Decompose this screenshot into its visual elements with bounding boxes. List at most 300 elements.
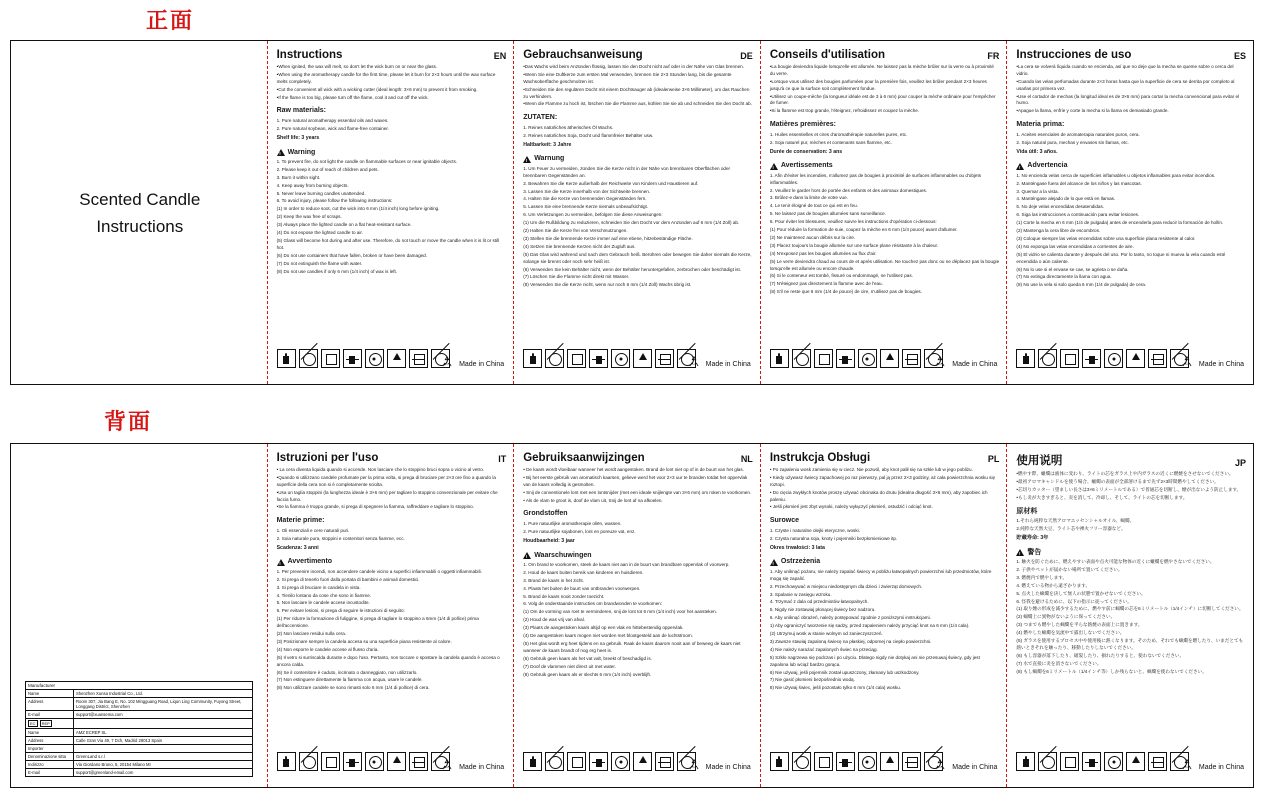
- made-in-label: Made in China: [705, 361, 751, 368]
- instruction-body: [1016, 471, 1246, 676]
- warning-line: 1. Aby uniknąć pożaru, nie należy zapalać świecy w pobliżu łatwopalnych powierzchni lub przedmiotów, które mogą się zapalić.: [769, 568, 992, 581]
- burn-within-sight-icon: [611, 752, 630, 771]
- shelf-life: Vida útil: 3 años.: [1016, 148, 1058, 155]
- warning-line: 2. Przechowywać w miejscu niedostępnym dla dzieci i zwierząt domowych.: [769, 583, 923, 589]
- warning-line: 1. Per prevenire incendi, non accendere candele vicino a superfici infiammabili o oggetti infiammabili.: [276, 568, 482, 574]
- warning-line: (6) No lo use si el envase se cae, se agrieta o se daña.: [1016, 266, 1129, 272]
- warning-line: 2. Bewahren Sie die Kerze außerhalb der Reichweite von Kindern und Haustieren auf.: [523, 180, 699, 186]
- keep-away-children-icon: [814, 349, 833, 368]
- warning-line: (2) Halten Sie die Kerze frei von Verschmutzungen.: [523, 228, 628, 234]
- warning-triangle-icon: [277, 149, 285, 156]
- field-key: Denominazione sitta: [26, 753, 74, 760]
- intro-line: •Utilisez un coupe-mèche (la longueur idéale est de 3 à 6 mm) pour couper la mèche ordinaire pour l'empêcher de fumer.: [769, 93, 996, 106]
- shelf-life: Okres trwałości: 3 lata: [769, 544, 825, 551]
- raw-materials-heading: Grondstoffen: [523, 510, 568, 518]
- intro-line: •When ignited, the wax will melt, so don't let the wick burn on or near the glass.: [276, 64, 438, 69]
- intro-line: •燃やす際、蠟燭は液体に変わり、ライトの芯をガラス上や内ガラスの近くに燃焼をさせないでください。: [1016, 471, 1234, 476]
- intro-line: •La bougie deviendra liquide lorsqu'elle est allumée. Ne laissez pas la mèche brûler sur la verre ou à proximité du verre.: [769, 64, 994, 76]
- made-in-label: Made in China: [705, 764, 751, 771]
- warning-line: 3) Zawsze stawiaj zapaloną świecę na płaskiej, odpornej na ciepło powierzchni.: [769, 638, 932, 644]
- warning-line: (7) Non estinguere direttamente la fiamma con acqua, usare le candele.: [276, 677, 423, 683]
- warning-line: (4) 燃やした蝋燭を気流中で露出しないでください。: [1016, 630, 1125, 636]
- warning-line: (5) Das Glas wird während und nach dem Gebrauch heiß. Berühren oder bewegen Sie daher niemals die Kerze, solange sie brennt oder noch sehr heiß ist.: [523, 251, 752, 264]
- language-heading: [1016, 452, 1246, 468]
- raw-materials-heading: Materia prima:: [1016, 121, 1065, 129]
- warning-heading: [770, 557, 1000, 568]
- made-in-label: Made in China: [1198, 361, 1245, 368]
- made-in-label: Made in China: [952, 764, 998, 771]
- never-leave-unattended-icon: [1082, 752, 1101, 771]
- raw-material-line: 2. Soja natural pura, mechas y envases sin llamas, etc.: [1016, 139, 1129, 145]
- warning-line: 6. Pour éviter les blessures, veuillez suivre les instructions d'opération ci-dessous:: [769, 219, 937, 225]
- recycle-icon: [933, 758, 947, 777]
- manufacturer-row: [26, 711, 252, 719]
- no-draft-icon: [1038, 752, 1057, 771]
- warning-line: 2. Veuillez le garder hors de portée des enfants et des animaux domestiques.: [769, 187, 928, 193]
- warning-line: (8) No use la vela si solo queda 6 mm (1/4 de pulgada) de cera.: [1016, 282, 1147, 288]
- intro-line: •When using the aromatherapy candle for the first time, please let it burn for 2×3 hours until the wax surface melts completely.: [276, 71, 496, 84]
- warning-line: (8) Gebruik geen kaars als er slechts 6 mm (1/4 inch) overblijft.: [523, 671, 652, 677]
- flammable-warning-icon: [387, 752, 406, 771]
- warning-line: (3) Plaats de aangestoken kaars altijd op een vlak en hittebestendig oppervlak.: [523, 625, 684, 631]
- field-value: support@greenland-email.com: [76, 770, 134, 775]
- front-sheet: [10, 40, 1254, 385]
- flammable-warning-icon: [880, 752, 899, 771]
- raw-materials-heading: Matières premières:: [769, 121, 836, 129]
- warning-line: 3. Brûlez-e dans la limite de votre vue.: [769, 195, 848, 201]
- warning-triangle-icon: [770, 559, 778, 566]
- warning-line: 1) Aby ograniczyć tworzenie się sadzy, przed zapaleniem należy przyciąć knot na 6 mm (1/4 cala).: [769, 623, 970, 629]
- importer-heading: Importer: [26, 745, 74, 752]
- warning-heading-label: 警告: [1027, 548, 1042, 556]
- field-value: Calle Gran Via 49, 7 Dch, Madrid 28013 Spain: [76, 738, 163, 743]
- warning-line: (7) Löschen Sie die Flamme nicht direkt mit Wasser.: [523, 274, 630, 280]
- language-title: Conseils d'utilisation: [769, 49, 886, 61]
- warning-line: 1. No encienda velas cerca de superficies inflamables u objetos inflamables para evitar incendios.: [1016, 172, 1216, 178]
- intro-line: • Po zapaleniu wosk zamienia się w ciecz. Nie pozwól, aby knot palił się na szkle lub w jego pobliżu.: [769, 467, 973, 472]
- warning-heading-label: Waarschuwingen: [534, 551, 592, 559]
- warning-heading: [523, 154, 753, 165]
- keep-away-children-icon: [1060, 752, 1079, 771]
- flammable-warning-icon: [1126, 349, 1145, 368]
- language-title: 使用说明: [1016, 455, 1063, 467]
- warning-line: 4. 燃えている物から遠ざかります。: [1016, 582, 1091, 588]
- language-title: Gebruiksaanwijzingen: [523, 452, 645, 464]
- shelf-life: 貯蔵寿命: 3年: [1016, 534, 1049, 541]
- language-heading: [1016, 49, 1246, 61]
- candle-trim-wick-icon: [277, 752, 296, 771]
- pictogram-row: [277, 752, 450, 771]
- warning-line: (6) Verwenden Sie kein Behälter nicht, wenn der Behälter heruntergefallen, zerbrochen oder beschädigt ist.: [523, 266, 742, 272]
- warning-line: 4. Plaats het buiten de buurt van ontbranden voorwerpen.: [523, 585, 641, 591]
- warning-line: (4) Non esporre le candele accese al flusso d'aria.: [276, 646, 379, 652]
- warning-line: (8) Non utilizzare candele se sono rimasti solo 6 mm (1/4 di pollice) di cera.: [276, 685, 430, 691]
- no-draft-icon: [299, 752, 318, 771]
- pictogram-row: [523, 349, 696, 368]
- flammable-warning-icon: [1126, 752, 1145, 771]
- intro-line: • Bij het eerste gebruik van aromatisch kaarsen, gelieve werd het voor 2×3 uur te branden totdat het oppervlak van de kaars volledig is gesmolten.: [523, 474, 748, 487]
- warning-line: (5) Le verre deviendra chaud au cours de et après utilisation. Ne touchez pas donc ou ne déplacez pas la bougie lorsqu'elle est allumée ou encore chaude.: [769, 258, 1000, 271]
- warning-line: 6. Siga las instrucciones a continuación para evitar lesiones.: [1016, 212, 1140, 218]
- raw-material-line: 1. Reines natürliches ätherisches Öl Wachs.: [523, 124, 614, 130]
- intro-line: • De kaars wordt vloeibaar wanneer het wordt aangestoken. Brand de lont niet op of in de buurt van het glas.: [523, 467, 744, 472]
- keep-away-children-icon: [814, 752, 833, 771]
- language-section-it: [267, 444, 514, 787]
- warning-line: 6. To avoid injury, please follow the following instructions:: [276, 198, 393, 204]
- field-key: Address: [26, 737, 74, 744]
- instruction-body: [277, 64, 507, 275]
- warning-line: 2. Please keep it out of reach of children and pets.: [276, 166, 379, 172]
- raw-material-line: 1. Pure natural aromatherapy essential oils and waxes.: [276, 117, 389, 123]
- raw-material-line: 1. Huiles essentielles et cires d'aromathérapie naturelles pures, etc.: [769, 131, 908, 137]
- warning-line: 4. Keep away from burning objects.: [276, 182, 349, 188]
- warning-line: 3. Lassen Sie die Kerze innerhalb von der Sichtweite brennen.: [523, 188, 651, 194]
- raw-material-line: 1. Czyste i naturalne olejki eteryczne, woski.: [769, 527, 860, 533]
- front-side-label: 正面: [146, 9, 195, 34]
- footer: [687, 355, 751, 374]
- warning-heading-label: Warnung: [534, 155, 565, 163]
- warning-line: (7) Doof de vlammen niet direct uit met water.: [523, 663, 616, 669]
- language-heading: [277, 452, 507, 464]
- burn-within-sight-icon: [858, 349, 877, 368]
- burn-within-sight-icon: [365, 349, 384, 368]
- manufacturer-row: [26, 698, 252, 711]
- footer: [933, 355, 997, 374]
- candle-trim-wick-icon: [770, 752, 789, 771]
- burn-within-sight-icon: [611, 349, 630, 368]
- language-section-nl: [513, 444, 760, 787]
- cover-panel: [11, 41, 267, 384]
- language-title: Instrucciones de uso: [1016, 49, 1132, 61]
- warning-line: 3. 燃焼内で燃やします。: [1016, 574, 1068, 580]
- warning-line: 5. Lassen Sie eine brennende Kerze niemals unbeaufsichtigt.: [523, 204, 649, 210]
- warning-line: 6. 怪我を避けるために、以下の指示に従ってください。: [1016, 598, 1132, 604]
- warning-line: (5) Il vetro si surriscalda durante e dopo l'uso. Pertanto, non toccare o spostare la candela quando è accesa o ancora calda.: [276, 654, 500, 667]
- raw-material-line: 1. Pure natuurlijke aromatherapie oliën, wassen.: [523, 520, 622, 526]
- warning-line: (7) 水で直接に炎を消さないでください。: [1016, 660, 1102, 666]
- language-section-es: [1006, 41, 1253, 384]
- warning-line: 2. Houd de kaars buiten bereik van kinderen en huisdieren.: [523, 569, 644, 575]
- footer: [687, 758, 751, 777]
- warning-line: 1. Om brand te voorkomen, steek de kaars niet aan in de buurt van brandbare oppervlak of voorwerp.: [523, 562, 730, 568]
- language-section-de: [513, 41, 760, 384]
- language-section-en: [267, 41, 514, 384]
- language-code: JP: [1235, 458, 1247, 468]
- warning-line: (3) Stellen Sie die brennende Kerze immer auf eine ebene, hitzebeständige Fläche.: [523, 235, 693, 241]
- keep-away-children-icon: [1060, 349, 1079, 368]
- pictogram-row: [770, 349, 943, 368]
- made-in-label: Made in China: [1198, 764, 1245, 771]
- warning-line: (1) Per ridurre la formazione di fuliggine, si prega di tagliare lo stoppino a 6mm (1/4 di pollice) prima dell'accensione.: [276, 616, 479, 629]
- language-heading: [523, 49, 753, 61]
- warning-line: (7) Do not extinguish the flame with water.: [276, 260, 363, 266]
- language-code: DE: [740, 51, 753, 61]
- no-draft-icon: [792, 349, 811, 368]
- warning-line: (2) Non lasciare residui sulla cera.: [276, 631, 347, 637]
- warning-line: 2. Si prega di tenerlo fuori dalla portata di bambini e animali domestici.: [276, 576, 420, 582]
- heat-resistant-surface-icon: [902, 752, 921, 771]
- flammable-warning-icon: [880, 349, 899, 368]
- warning-line: (1) In order to reduce soot, cut the wick into 6 mm (1/4 inch) long before igniting.: [276, 206, 440, 212]
- recycle-icon: [1180, 355, 1194, 374]
- no-draft-icon: [545, 349, 564, 368]
- cover-title-line1: Scented Candle: [79, 190, 201, 210]
- warning-line: (5) El vidrio se calienta durante y después del uso. Por lo tanto, no toque ni mueva la vela cuando esté encendida o aún caliente.: [1016, 251, 1226, 264]
- intro-line: •芯切りカッター（望ましい長さは3×6ミリメートルである）で普通芯を切断し、煙が出ないよう防止します。: [1016, 486, 1242, 492]
- pictogram-row: [523, 752, 696, 771]
- burn-within-sight-icon: [1104, 752, 1123, 771]
- language-code: NL: [740, 454, 753, 464]
- field-value: Room 307, Jia Bang E, No. 102 Mingguang Road, Liqun Ling Community, Fuyong Street, Longgang District, Shenzhen: [76, 699, 242, 709]
- warning-line: (4) De aangestoken kaars mogen niet worden met blootgesteld aan de luchtstroom.: [523, 633, 694, 639]
- intro-line: •Cut the convenient all wick with a wicking cutter (ideal length: 3×6 mm) to prevent it from smoking.: [276, 86, 478, 92]
- warning-line: (6) Si le conteneur est tombé, fissuré ou endommagé, ne l'utilisez pas.: [769, 273, 913, 279]
- raw-material-line: 2. Soja naturel pur, mèches et contenants sans flamme, etc.: [769, 139, 892, 145]
- no-draft-icon: [792, 752, 811, 771]
- warning-heading-label: Avertissements: [780, 162, 833, 170]
- warning-line: 3. Quemar a la vista.: [1016, 188, 1059, 194]
- language-code: ES: [1234, 51, 1247, 61]
- keep-away-children-icon: [321, 752, 340, 771]
- shelf-life: Scadenza: 3 anni: [276, 544, 319, 551]
- warning-line: 6. Aby uniknąć obrażeń, należy postępować zgodnie z poniższymi instrukcjami.: [769, 615, 931, 621]
- field-value: Via Giordano Bruno, 5, 20154 Milano MI: [76, 762, 151, 767]
- shelf-life: Durée de conservation: 3 ans: [769, 148, 843, 155]
- recycle-icon: [687, 758, 701, 777]
- warning-line: (4) Setzen Sie brennende Kerzen nicht der Zugluft aus.: [523, 243, 636, 249]
- manufacturer-info-box: [25, 681, 253, 777]
- warning-line: 3. Si prega di bruciare in candela in vista.: [276, 584, 361, 590]
- ec-badge: EC: [30, 721, 36, 726]
- intro-line: • Do cięcia zwykłych knotów proszę używać obcinaka do drutu (idealna długość 3×6 mm), aby zapobiec ich paleniu.: [769, 489, 988, 502]
- eu-rep-badges: [26, 719, 74, 728]
- eu-rep-badges-row: [26, 719, 252, 729]
- footer: [440, 355, 504, 374]
- instruction-body: [523, 467, 753, 678]
- pictogram-row: [1016, 752, 1189, 771]
- warning-heading: [277, 148, 507, 159]
- warning-heading: [1016, 161, 1246, 172]
- raw-materials-heading: ZUTATEN:: [523, 114, 558, 122]
- raw-materials-heading: Materie prime:: [276, 517, 325, 525]
- warning-line: (1) Corte la mecha en 6 mm (1/4 de pulgada) antes de encenderla para reducir la formación de hollín.: [1016, 220, 1224, 226]
- raw-material-line: 2. Soia naturale pura, stoppini e contenitori senza fiamme, ecc.: [276, 535, 405, 541]
- language-heading: [770, 49, 1000, 61]
- shelf-life: Haltbarkeit: 3 Jahre: [523, 141, 572, 148]
- warning-line: 5. No deje velas encendidas desatendidas.: [1016, 204, 1105, 210]
- warning-heading: [277, 557, 507, 568]
- importer-heading-row: [26, 745, 252, 753]
- never-leave-unattended-icon: [589, 752, 608, 771]
- keep-away-children-icon: [567, 752, 586, 771]
- raw-material-line: 2. Czysta naturalna soja, knoty i pojemniki bezpłomieniowe itp.: [769, 535, 898, 541]
- field-key: Address: [26, 698, 74, 710]
- cover-title: [79, 187, 200, 240]
- warning-line: 7) Nie gasić płomieni bezpośrednio wodą.: [769, 677, 855, 683]
- recycle-icon: [687, 355, 701, 374]
- field-key: Name: [26, 690, 74, 697]
- intro-line: •Lorsque vous utilisez des bougies parfumées pour la première fois, veuillez les brûler pendant 2×3 heures jusqu'à ce que la surface soit complètement fondue.: [769, 78, 987, 91]
- warning-heading: [1016, 548, 1246, 559]
- warning-line: (3) Always place the lighted candle on a flat heat-resistant surface.: [276, 222, 412, 228]
- warning-line: (1) Pour réduire la formation de suie, coupez la mèche en 6 mm (1/4 pouce) avant d'allumer.: [769, 227, 958, 233]
- eu-rep-blank: [74, 719, 252, 728]
- burn-within-sight-icon: [858, 752, 877, 771]
- candle-trim-wick-icon: [277, 349, 296, 368]
- recycle-icon: [440, 355, 454, 374]
- footer: [1180, 758, 1244, 777]
- footer: [440, 758, 504, 777]
- intro-line: •La cera se volverá líquida cuando se encienda, así que no deje que la mecha se queme sobre o cerca del vidrio.: [1016, 64, 1234, 76]
- warning-line: 5. Non lasciare le candele accese incustodite.: [276, 600, 370, 606]
- intro-line: •Quando si utilizzano candele profumate per la prima volta, si prega di bruciare per 2×3 ore fino a quando la superficie della cera non si è completamente sciolta.: [276, 474, 496, 487]
- pictogram-row: [1016, 349, 1189, 368]
- keep-away-children-icon: [321, 349, 340, 368]
- field-key: Name: [26, 729, 74, 736]
- warning-line: (3) Coloque siempre las velas encendidas sobre una superficie plana resistente al calor.: [1016, 235, 1196, 241]
- raw-material-line: 2. Pure natural soybean, wick and flame-free container.: [276, 125, 389, 131]
- burn-within-sight-icon: [365, 752, 384, 771]
- raw-materials-heading: Surowce: [769, 517, 799, 525]
- intro-line: •Wenn Sie eine Duftkerze zum ersten Mal verwenden, brennen Sie 2×3 Stunden lang, bis die gesamte Wachsoberfläche geschmolzen ist.: [523, 71, 732, 84]
- raw-material-line: 1. Aceites esenciales de aromaterapia naturales puros, cera.: [1016, 131, 1140, 137]
- heat-resistant-surface-icon: [409, 752, 428, 771]
- warning-triangle-icon: [1016, 163, 1024, 170]
- warning-line: (2) Mantenga la cera libre de escombros.: [1016, 228, 1101, 234]
- warning-line: (2) Utrzymuj wosk w stanie wolnym od zanieczyszczeń.: [769, 631, 883, 637]
- manufacturer-panel: [11, 444, 267, 787]
- warning-line: 6) Nie używaj, jeśli pojemnik został upuszczony, złamany lub uszkodzony.: [769, 669, 920, 675]
- warning-line: (8) Verwenden Sie die Kerze nicht, wenn nur noch 6 mm (1/4 Zoll) Wachs übrig ist.: [523, 282, 692, 288]
- warning-line: (7) No extinga directamente la llama con agua.: [1016, 274, 1112, 280]
- warning-line: (6) Gebruik geen kaars als het vat valt, breekt of beschadigd is.: [523, 655, 652, 661]
- warning-line: (2) Ne maintenez aucun débris sur la cire.: [769, 234, 856, 240]
- warning-heading-label: Warning: [287, 148, 316, 156]
- warning-line: 8) Nie używaj świec, jeśli pozostało tylko 6 mm (1/4 cala) wosku.: [769, 685, 902, 691]
- language-title: Istruzioni per l'uso: [276, 452, 379, 464]
- pictogram-row: [277, 349, 450, 368]
- importer-row: [26, 769, 252, 776]
- intro-line: •Usa un taglia stoppini (la lunghezza ideale è 3×6 mm) per tagliare lo stoppino convenzionale per evitare che faccia fumo.: [276, 489, 498, 502]
- language-section-jp: [1006, 444, 1253, 787]
- intro-line: •最初アロマキャンドルを使う場合、蠟燭の表面が全部溶けるまで先ず2×3時間燃やしてください。: [1016, 478, 1219, 484]
- no-draft-icon: [545, 752, 564, 771]
- warning-line: 1. Afin d'éviter les incendies, n'allumez pas de bougies à proximité de surfaces inflammables ou d'objets inflammables.: [769, 172, 982, 185]
- instruction-body: [770, 64, 1000, 296]
- warning-triangle-icon: [770, 163, 778, 170]
- manufacturer-heading: Manufacturer: [26, 682, 252, 690]
- intro-line: •Cuando las velas perfumadas durante 2×3 horas hasta que la superficie de cera se derrita por completo al usarlas por primera vez.: [1016, 78, 1235, 91]
- intro-line: •Se la fiamma è troppo grande, si prega di spegnere la fiamma, raffreddare e tagliare lo stoppino.: [276, 504, 474, 510]
- warning-line: 3. Spalanie w zasięgu wzroku.: [769, 591, 832, 597]
- intro-line: •Schneiden Sie den regulären Docht mit einem Dochtsauger ab (idealerweise 3×6 Millimeter), um das Rauchen zu verhindern.: [523, 86, 750, 99]
- warning-line: (4) N'exposez pas les bougies allumées au flux d'air.: [769, 250, 877, 256]
- language-heading: [277, 49, 507, 61]
- made-in-label: Made in China: [952, 361, 998, 368]
- warning-line: (8) もし蝋燭を6ミリメートル（1/4インチ等）しか残らないと、蝋燭を使わないでください。: [1016, 668, 1207, 674]
- language-title: Instrukcja Obsługi: [769, 452, 871, 464]
- cover-title-line2: Instructions: [96, 216, 184, 236]
- importer-blank: [74, 745, 252, 752]
- warning-line: 5. Nigdy nie zostawiaj płonącej świecy bez nadzoru.: [769, 607, 876, 613]
- language-title: Instructions: [276, 49, 343, 61]
- instruction-body: [523, 64, 753, 289]
- warning-line: 4. Manténgase alejado de lo que está en llamas.: [1016, 196, 1116, 202]
- heat-resistant-surface-icon: [655, 349, 674, 368]
- importer-row: [26, 753, 252, 761]
- warning-line: (4) No exponga las velas encendidas a corrientes de aire.: [1016, 243, 1134, 249]
- field-value: AMZ ECREP SL: [76, 730, 107, 735]
- pictogram-row: [770, 752, 943, 771]
- recycle-icon: [1180, 758, 1194, 777]
- field-value: support@xuansema.com: [76, 712, 123, 717]
- warning-heading-label: Avvertimento: [287, 558, 333, 566]
- recycle-icon: [440, 758, 454, 777]
- field-key: E-mail: [26, 711, 74, 718]
- warning-line: (2) Houd de was vrij van afval.: [523, 617, 585, 623]
- warning-triangle-icon: [523, 156, 531, 163]
- raw-material-line: 2. Reines natürliches Soja, Docht und flammfreier Behälter usw.: [523, 132, 654, 138]
- warning-line: 1. 触火を防ぐために、燃えやすい表面や点火可能な物体の近くに蠟燭を燃やさないでください。: [1016, 559, 1215, 565]
- warning-line: 3. Brand de kaars in het zicht.: [523, 577, 584, 583]
- heat-resistant-surface-icon: [902, 349, 921, 368]
- intro-line: • Jeśli płomień jest zbyt wysoki, należy wyłączyć płomień, ostudzić i odciąć knot.: [769, 504, 933, 510]
- rep-badge: REP: [41, 721, 50, 726]
- candle-trim-wick-icon: [523, 752, 542, 771]
- flammable-warning-icon: [633, 752, 652, 771]
- candle-trim-wick-icon: [523, 349, 542, 368]
- warning-line: 4. Halten Sie die Kerze von brennenden Gegenständen fern.: [523, 196, 647, 202]
- warning-line: 6. Per evitare lesioni, si prega di seguire le istruzioni di seguito:: [276, 608, 405, 614]
- warning-line: 6. Volg de onderstaande instructies om brandwonden te voorkomen:: [523, 601, 663, 607]
- warning-line: (1) 取り煙の形成を減少するために、燃やす前に蝋燭の芯を6ミリメートル（1/4インチ）に切断してください。: [1016, 606, 1244, 612]
- never-leave-unattended-icon: [1082, 349, 1101, 368]
- language-heading: [770, 452, 1000, 464]
- language-heading: [523, 452, 753, 464]
- warning-line: 1. Um Feuer zu vermeiden, zünden Sie die Kerze nicht in der Nähe von brennbaren Oberflächen oder brennbaren Gegenständen an.: [523, 165, 731, 178]
- flammable-warning-icon: [387, 349, 406, 368]
- language-section-pl: [760, 444, 1007, 787]
- raw-material-line: 2.純粋な天然大豆、ライト芯や裸火フリー容器など。: [1016, 525, 1126, 531]
- language-section-fr: [760, 41, 1007, 384]
- candle-trim-wick-icon: [1016, 752, 1035, 771]
- heat-resistant-surface-icon: [1148, 752, 1167, 771]
- warning-line: 5. 点火した蝋燭を決して無人の状態で置かせないでください。: [1016, 590, 1146, 596]
- never-leave-unattended-icon: [836, 752, 855, 771]
- warning-heading-label: Ostrzeżenia: [780, 558, 821, 566]
- intro-line: • Kiedy używasz świecy zapachowej po raz pierwszy, pal ją przez 2×3 godziny, aż cała powierzchnia wosku się roztopi.: [769, 474, 996, 487]
- keep-away-children-icon: [567, 349, 586, 368]
- eu-rep-row: [26, 737, 252, 745]
- warning-line: (3) Posizionare sempre la candela accesa su una superficie piana resistente al calore.: [276, 638, 452, 644]
- warning-line: 5. Never leave burning candles unattended.: [276, 190, 366, 196]
- heat-resistant-surface-icon: [409, 349, 428, 368]
- no-draft-icon: [1038, 349, 1057, 368]
- warning-line: (6) Se il contenitore è caduto, incrinato o danneggiato, non utilizzarlo.: [276, 669, 418, 675]
- warning-heading: [770, 161, 1000, 172]
- warning-line: (8) Do not use candles if only 6 mm (1/4 inch) of wax is left.: [276, 268, 398, 274]
- warning-line: 4) Nie należy narażać zapalonych świec na przeciąg.: [769, 646, 878, 652]
- warning-line: 2. 子供やペットが届かない場所で置いてください。: [1016, 567, 1123, 573]
- warning-line: 5. Brand de kaars nooit zonder toezicht.: [523, 593, 605, 599]
- field-key: E-mail: [26, 769, 74, 776]
- manufacturer-row: [26, 690, 252, 698]
- warning-line: 4. Tienilo lontano da cose che sono in fiamme.: [276, 592, 372, 598]
- warning-line: (2) 蝋燭上に異物がないように保ってください。: [1016, 614, 1116, 620]
- never-leave-unattended-icon: [343, 752, 362, 771]
- back-side-label: 背面: [104, 410, 153, 435]
- intro-line: • Snij de conventionele lont met een lontsnijder (met een ideale snijlengte van 3×6 mm) om roken te voorkomen.: [523, 489, 752, 495]
